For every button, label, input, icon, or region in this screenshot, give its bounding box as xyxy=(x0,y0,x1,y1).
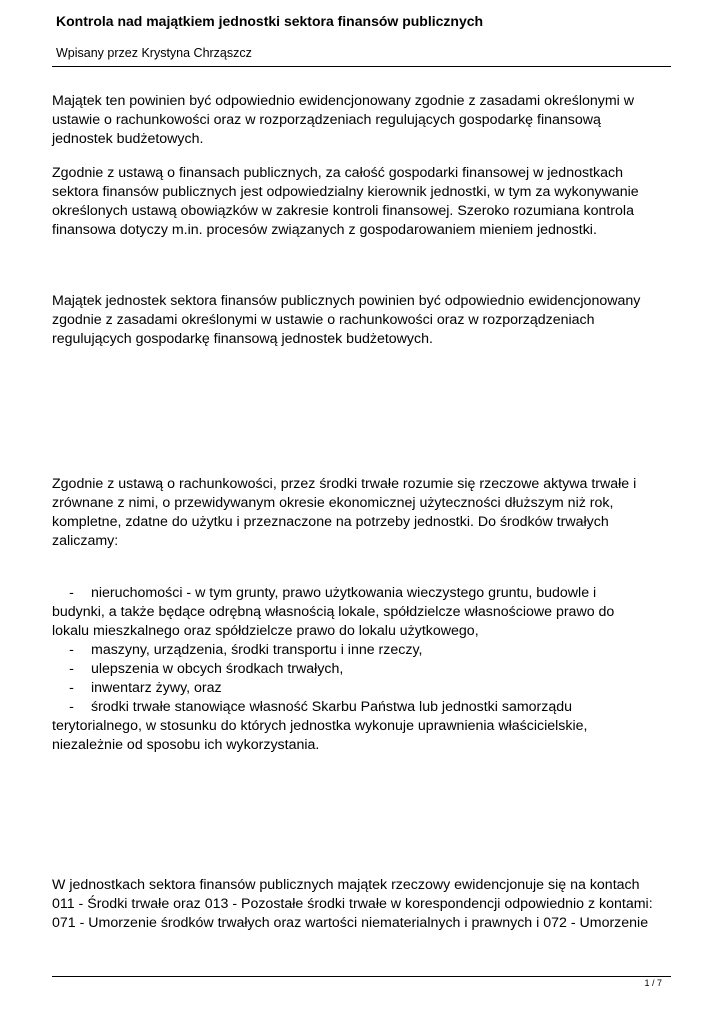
page-title: Kontrola nad majątkiem jednostki sektora finansów publicznych xyxy=(56,13,484,29)
list-item xyxy=(52,641,692,660)
footer-divider xyxy=(52,976,671,977)
paragraph-line: Majątek jednostek sektora finansów publicznych powinien być odpowiednio ewidencjonowany xyxy=(52,293,641,309)
paragraph-line: zgodnie z zasadami określonymi w ustawie o rachunkowości oraz w rozporządzeniach xyxy=(52,312,595,328)
list-dash: - xyxy=(69,699,74,715)
paragraph-line: regulujących gospodarkę finansową jednostek budżetowych. xyxy=(52,331,433,347)
paragraph-line: zaliczamy: xyxy=(52,533,119,549)
list-item xyxy=(52,698,692,717)
paragraph-line: kompletne, zdatne do użytku i przeznaczone na potrzeby jednostki. Do środków trwałych xyxy=(52,514,609,530)
list-item-text: inwentarz żywy, oraz xyxy=(91,680,222,696)
list-dash: - xyxy=(69,680,74,696)
paragraph-line: sektora finansów publicznych jest odpowiedzialny kierownik jednostki, w tym za wykonywanie xyxy=(52,184,639,200)
list-item-continuation: lokalu mieszkalnego oraz spółdzielcze prawo do lokalu użytkowego, xyxy=(52,623,479,639)
paragraph-1 xyxy=(52,92,692,149)
paragraph-line: ustawie o rachunkowości oraz w rozporządzeniach regulujących gospodarkę finansową xyxy=(52,112,601,128)
list-dash: - xyxy=(69,661,74,677)
list-item-continuation: niezależnie od sposobu ich wykorzystania. xyxy=(52,737,320,753)
paragraph-line: określonych ustawą obowiązków w zakresie kontroli finansowej. Szeroko rozumiana kontrola xyxy=(52,203,634,219)
paragraph-3 xyxy=(52,292,692,349)
paragraph-line: Zgodnie z ustawą o finansach publicznych, za całość gospodarki finansowej w jednostkach xyxy=(52,165,623,181)
paragraph-line: Majątek ten powinien być odpowiednio ewidencjonowany zgodnie z zasadami określonymi w xyxy=(52,93,635,109)
author-line: Wpisany przez Krystyna Chrząszcz xyxy=(56,46,252,60)
paragraph-line: Zgodnie z ustawą o rachunkowości, przez środki trwałe rozumie się rzeczowe aktywa trwałe i xyxy=(52,476,637,492)
paragraph-5 xyxy=(52,876,692,933)
list-item-continuation: budynki, a także będące odrębną własnością lokale, spółdzielcze własnościowe prawo do xyxy=(52,604,615,620)
list-item-text: ulepszenia w obcych środkach trwałych, xyxy=(91,661,344,677)
page-number: 1 / 7 xyxy=(644,978,662,988)
list-item-continuation: terytorialnego, w stosunku do których jednostka wykonuje uprawnienia właścicielskie, xyxy=(52,718,588,734)
list-item xyxy=(52,584,692,603)
list-dash: - xyxy=(69,642,74,658)
list-item xyxy=(52,660,692,679)
list-item xyxy=(52,679,692,698)
list-item-text: środki trwałe stanowiące własność Skarbu Państwa lub jednostki samorządu xyxy=(91,699,573,715)
paragraph-2 xyxy=(52,164,692,240)
fixed-assets-list xyxy=(52,584,692,755)
list-dash: - xyxy=(69,585,74,601)
paragraph-line: 071 - Umorzenie środków trwałych oraz wartości niematerialnych i prawnych i 072 - Umorzenie xyxy=(52,915,649,931)
paragraph-line: zrównane z nimi, o przewidywanym okresie ekonomicznej użyteczności dłuższym niż rok, xyxy=(52,495,614,511)
paragraph-line: jednostek budżetowych. xyxy=(52,131,204,147)
paragraph-line: 011 - Środki trwałe oraz 013 - Pozostałe środki trwałe w korespondencji odpowiednio z kontami: xyxy=(52,896,653,912)
paragraph-line: finansowa dotyczy m.in. procesów związanych z gospodarowaniem mieniem jednostki. xyxy=(52,222,597,238)
list-item-text: nieruchomości - w tym grunty, prawo użytkowania wieczystego gruntu, budowle i xyxy=(91,585,597,601)
list-item-text: maszyny, urządzenia, środki transportu i inne rzeczy, xyxy=(91,642,423,658)
paragraph-4 xyxy=(52,475,692,551)
paragraph-line: W jednostkach sektora finansów publicznych majątek rzeczowy ewidencjonuje się na kontach xyxy=(52,877,640,893)
header-divider xyxy=(52,66,671,67)
